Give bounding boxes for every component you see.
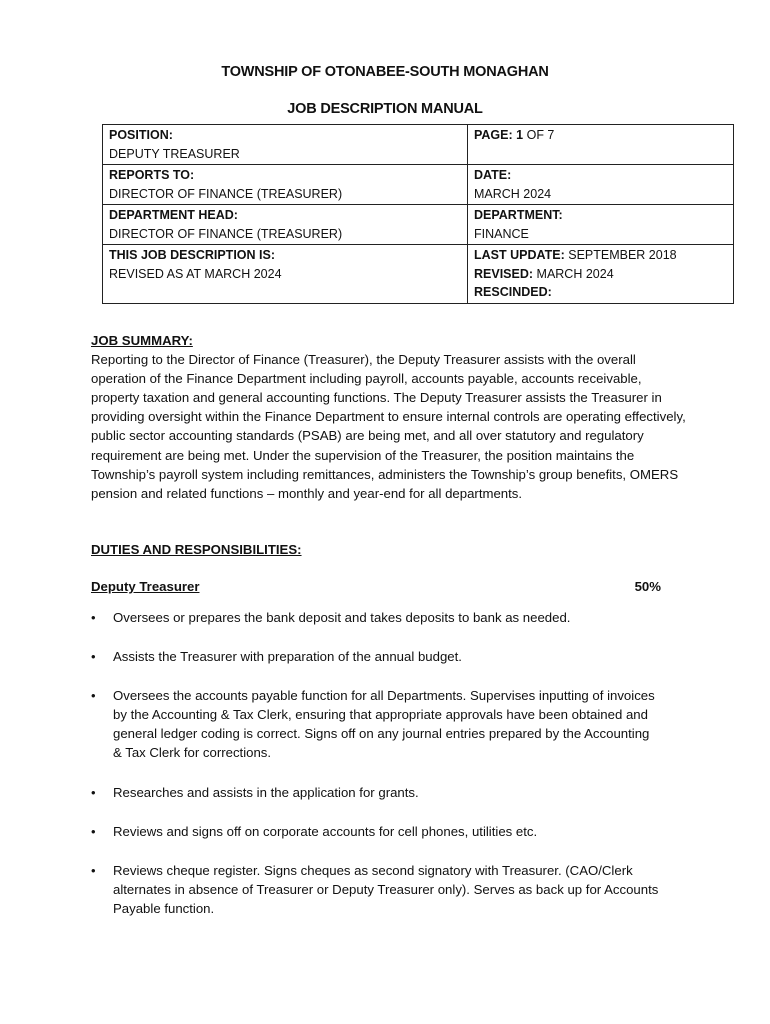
position-value: DEPUTY TREASURER [109,146,240,161]
rescinded-label: RESCINDED: [474,285,552,299]
duty-text: Assists the Treasurer with preparation of the annual budget. [113,649,462,665]
date-cell [468,165,734,205]
date-label: DATE: [474,168,512,182]
list-item [91,686,661,762]
page-cell [468,125,734,165]
bullet-icon: • [91,688,96,704]
duty-text: Researches and assists in the application for grants. [113,784,419,800]
department-head-value: DIRECTOR OF FINANCE (TREASURER) [109,226,343,241]
position-cell [103,125,468,165]
list-item [91,608,661,627]
page-number: 1 [516,128,524,142]
township-title: TOWNSHIP OF OTONABEE-SOUTH MONAGHAN [221,64,549,80]
bullet-icon: • [91,862,96,878]
bullet-icon: • [91,823,96,839]
reports-to-value: DIRECTOR OF FINANCE (TREASURER) [109,186,343,201]
section-header-deputy-treasurer [91,577,661,596]
duties-heading: DUTIES AND RESPONSIBILITIES: [91,542,302,557]
position-label: POSITION: [109,128,173,142]
reports-to-cell [103,165,468,205]
department-head-cell [103,205,468,245]
bullet-icon: • [91,610,96,625]
section-title: Deputy Treasurer [91,579,200,594]
duty-text: Oversees or prepares the bank deposit and takes deposits to bank as needed. [113,610,571,625]
job-summary-text: Reporting to the Director of Finance (Treasurer), the Deputy Treasurer assists with the overall operation of the Finance Department including payroll, accounts payable, accounts receivable, property taxation and general accounting functions. The Deputy Treasurer assists the Treasurer in providing oversight within the Finance Department to ensure internal controls are operating effectively, public sector accounting standards (PSAB) are being met, and all over statutory and regulatory requirement are being met. Under the supervision of the Treasurer, the position maintains the Township’s payroll system including remittances, administers the Township’s group benefits, OMERS pension and related functions – monthly and year-end for all departments. [91,352,686,501]
revised-label: REVISED: [474,266,534,281]
date-value: MARCH 2024 [474,186,552,201]
section-percent: 50% [634,579,661,594]
revised-value: MARCH 2024 [536,266,614,281]
job-description-status-label: THIS JOB DESCRIPTION IS: [109,248,275,262]
department-label: DEPARTMENT: [474,208,563,222]
duty-text: Oversees the accounts payable function for all Departments. Supervises inputting of invoices by the Accounting & Tax Clerk, ensuring that appropriate approvals have been obtained and general ledger coding is correct. Signs off on any journal entries prepared by the Accounting & Tax Clerk for corrections. [113,688,655,761]
job-summary-section [91,331,691,503]
bullet-icon: • [91,649,96,665]
position-info-table [102,124,734,304]
table-row [103,125,734,165]
duties-list [91,608,661,938]
bullet-icon: • [91,784,96,800]
page-label: PAGE: [474,128,513,142]
list-item [91,861,661,918]
list-item [91,783,661,802]
duty-text: Reviews and signs off on corporate accounts for cell phones, utilities etc. [113,823,538,839]
department-head-label: DEPARTMENT HEAD: [109,208,238,222]
table-row [103,205,734,245]
last-update-label: LAST UPDATE: [474,248,565,262]
duty-text: Reviews cheque register. Signs cheques as second signatory with Treasurer. (CAO/Clerk alternates in absence of Treasurer or Deputy Treasurer only). Serves as back up for Accounts Payable function. [113,862,659,916]
table-row [103,245,734,304]
job-description-status-cell [103,245,468,304]
reports-to-label: REPORTS TO: [109,168,195,182]
table-row [103,165,734,205]
last-update-value: SEPTEMBER 2018 [568,248,677,262]
manual-title: JOB DESCRIPTION MANUAL [287,101,483,117]
list-item [91,822,661,841]
page-total: OF 7 [526,128,555,142]
job-description-status-value: REVISED AS AT MARCH 2024 [109,266,282,281]
department-cell [468,205,734,245]
list-item [91,647,661,666]
department-value: FINANCE [474,226,529,241]
revision-history-cell [468,245,734,304]
job-summary-heading: JOB SUMMARY: [91,333,193,348]
